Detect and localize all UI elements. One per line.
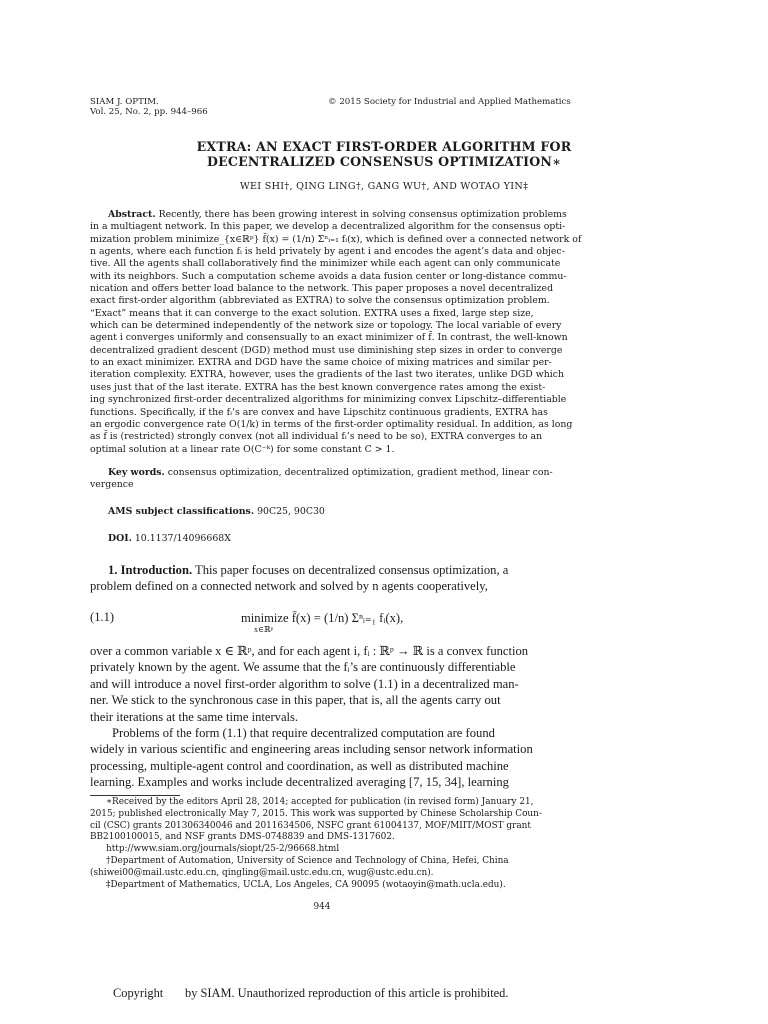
- keywords-text-2: vergence: [90, 479, 134, 491]
- journal-name: SIAM J. OPTIM.: [90, 97, 159, 107]
- page-number: 944: [313, 902, 331, 912]
- abstract-line: to an exact minimizer. EXTRA and DGD have the same choice of mixing matrices and similar per-: [90, 357, 552, 369]
- title-line-2: DECENTRALIZED CONSENSUS OPTIMIZATION∗: [206, 154, 562, 169]
- footnote-url[interactable]: http://www.siam.org/journals/siopt/25-2/96668.html: [106, 844, 340, 855]
- abstract-line: Abstract. Recently, there has been growing interest in solving consensus optimization problems: [108, 209, 567, 220]
- abstract-line: optimal solution at a linear rate O(C⁻ᵏ) for some constant C > 1.: [90, 443, 395, 455]
- abstract-line: nication and offers better load balance to the network. This paper proposes a novel decentralized: [90, 283, 554, 295]
- equation-1-1: [241, 602, 481, 642]
- journal-volume: Vol. 25, No. 2, pp. 944–966: [90, 107, 208, 117]
- footnote-affiliation-2: ‡Department of Mathematics, UCLA, Los Angeles, CA 90095 (wotaoyin@math.ucla.edu).: [106, 879, 506, 890]
- copyright-notice-left: Copyright: [113, 986, 164, 1000]
- equation-subscript: x∈ℝᵖ: [254, 625, 274, 634]
- abstract-line: n agents, where each function fᵢ is held privately by agent i and encodes the agent’s data and objec-: [90, 246, 565, 258]
- footnote-rule: [90, 795, 180, 796]
- copyright-notice-right: by SIAM. Unauthorized reproduction of this article is prohibited.: [185, 986, 509, 1000]
- ams-classifications: [108, 506, 325, 518]
- intro-paragraph-2: Problems of the form (1.1) that require decentralized computation are found widely in various scientific and engineering areas including sensor network information processing, multiple-agent control and coordination, as well as distributed machine learning. Examples and works include decentralized averaging [7, 15, 34], learning: [90, 726, 533, 790]
- title-line-1: EXTRA: AN EXACT FIRST-ORDER ALGORITHM FOR: [196, 139, 572, 154]
- equation-number: (1.1): [90, 610, 115, 624]
- footnote-affiliation-1: †Department of Automation, University of Science and Technology of China, Hefei, China: [106, 855, 509, 866]
- footnote-received: ∗Received by the editors April 28, 2014; accepted for publication (in revised form) January 21,: [106, 797, 534, 807]
- ams-value: 90C25, 90C30: [257, 506, 325, 517]
- section-heading: 1. Introduction.: [108, 563, 193, 577]
- doi-value: 10.1137/14096668X: [134, 533, 231, 544]
- abstract-line: ing synchronized first-order decentralized algorithms for minimizing convex Lipschitz–differentiable: [90, 394, 567, 406]
- abstract-line: exact first-order algorithm (abbreviated as EXTRA) to solve the consensus optimization problem.: [90, 295, 550, 307]
- abstract-line: iteration complexity. EXTRA, however, uses the gradients of the last two iterates, unlike DGD which: [90, 369, 565, 381]
- doi-label: DOI.: [108, 533, 132, 544]
- intro-line: problem defined on a connected network and solved by n agents cooperatively,: [90, 579, 488, 594]
- abstract-line: uses just that of the last iterate. EXTRA has the best known convergence rates among the exist-: [90, 381, 546, 393]
- journal-header: [90, 97, 208, 117]
- equation-text: minimize f̄(x) = (1/n) Σⁿᵢ₌₁ fᵢ(x),: [241, 611, 404, 625]
- paper-title: [0, 139, 768, 169]
- abstract-line: in a multiagent network. In this paper, we develop a decentralized algorithm for the consensus opti-: [90, 221, 566, 233]
- abstract-line: “Exact” means that it can converge to the exact solution. EXTRA uses a fixed, large step size,: [90, 307, 534, 319]
- intro-opening: [90, 562, 554, 595]
- doi: [108, 533, 231, 545]
- copyright-header: © 2015 Society for Industrial and Applied Mathematics: [328, 97, 571, 107]
- abstract-line: mization problem minimize_{x∈ℝᵖ} f̄(x) = (1/n) Σⁿᵢ₌₁ fᵢ(x), which is defined over a connected network of: [90, 233, 582, 245]
- abstract: [90, 209, 582, 456]
- abstract-line: tive. All the agents shall collaboratively find the minimizer while each agent can only communicate: [90, 258, 561, 270]
- abstract-line: as f̄ is (restricted) strongly convex (not all individual fᵢ’s need to be so), EXTRA converges to an: [90, 431, 543, 443]
- abstract-line: with its neighbors. Such a computation scheme avoids a data fusion center or long-distance commu-: [90, 270, 567, 282]
- keywords-label: Key words.: [108, 467, 165, 478]
- intro-paragraph-1: over a common variable x ∈ ℝᵖ, and for each agent i, fᵢ : ℝᵖ → ℝ is a convex function privately known by the agent. We assume that the fᵢ’s are continuously differentiable and will introduce a novel first-order algorithm to solve (1.1) in a decentralized man- ner. We stick to the synchronous case in this paper, that is, all the agents carry out their iterations at the same time intervals.: [90, 644, 529, 724]
- authors: WEI SHI†, QING LING†, GANG WU†, AND WOTAO YIN‡: [239, 181, 529, 192]
- footnotes: ∗Received by the editors April 28, 2014; accepted for publication (in revised form) January 21, 2015; published electronically May 7, 2015. This work was supported by Chinese Scholarship Coun- cil (CSC) grants 201306340046 and 2011634506, NSFC grant 61004137, MOF/MIIT/MOST grant BB2100100015, and NSF grants DMS-0748839 and DMS-1317602. http://www.siam.org/journals/siopt/25-2/96668.html †Department of Automation, University of Science and Technology of China, Hefei, China (shiwei00@mail.ustc.edu.cn, qingling@mail.ustc.edu.cn, wug@ustc.edu.cn). ‡Department of Mathematics, UCLA, Los Angeles, CA 90095 (wotaoyin@math.ucla.edu).: [90, 797, 554, 891]
- intro-line: This paper focuses on decentralized consensus optimization, a: [195, 563, 509, 577]
- abstract-line: decentralized gradient descent (DGD) method must use diminishing step sizes in order to converge: [90, 344, 563, 356]
- abstract-line: an ergodic convergence rate O(1/k) in terms of the first-order optimality residual. In addition, as long: [90, 418, 573, 430]
- abstract-line: functions. Specifically, if the fᵢ’s are convex and have Lipschitz continuous gradients, EXTRA has: [90, 406, 548, 418]
- abstract-line: agent i converges uniformly and consensually to an exact minimizer of f̄. In contrast, the well-known: [90, 332, 568, 344]
- abstract-label: Abstract.: [108, 209, 156, 220]
- keywords-text: consensus optimization, decentralized optimization, gradient method, linear con-: [167, 467, 553, 478]
- ams-label: AMS subject classifications.: [108, 506, 255, 517]
- keywords: [90, 467, 554, 492]
- abstract-line: which can be determined independently of the network size or topology. The local variable of every: [90, 320, 562, 332]
